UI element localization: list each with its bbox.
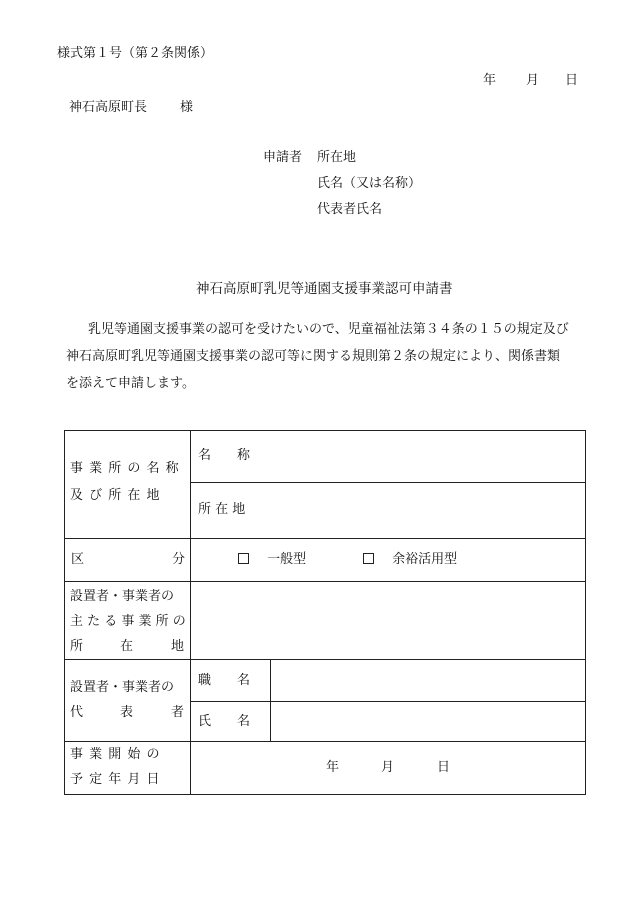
row3-label-line2: 主 た る 事 業 所 の [70, 614, 186, 629]
representative-name-label: 氏 名 [198, 714, 251, 729]
representative-title-label: 職 名 [198, 673, 251, 688]
row1-label-line2: 及 び 所 在 地 [70, 488, 161, 503]
option-surplus-label: 余裕活用型 [392, 552, 458, 567]
checkbox-general-type[interactable] [238, 553, 249, 564]
row1-inner-divider [190, 482, 586, 483]
row4-label-line2-c: 者 [171, 705, 185, 720]
row4-label-line2-b: 表 [120, 705, 134, 720]
row1-label-line1: 事 業 所 の 名 称 [70, 461, 180, 476]
row2-label-right: 分 [172, 552, 186, 567]
row5-label-line1: 事 業 開 始 の [70, 747, 161, 762]
date-month-label: 月 [526, 73, 540, 88]
option-surplus-type[interactable] [363, 552, 457, 568]
addressee: 神石高原町長 [69, 100, 148, 115]
table-divider-row2 [64, 538, 586, 539]
option-general-type[interactable] [238, 552, 306, 568]
start-date-month-label: 月 [381, 760, 395, 775]
date-year-label: 年 [483, 73, 497, 88]
form-number: 様式第１号（第２条関係） [57, 46, 214, 61]
facility-name-label: 名 称 [198, 448, 251, 463]
body-line-1: 乳児等通園支援事業の認可を受けたいので、児童福祉法第３４条の１５の規定及び [88, 322, 569, 337]
table-border-bottom [64, 794, 586, 795]
option-general-label: 一般型 [267, 552, 307, 567]
label-column-divider [190, 430, 191, 795]
table-border-right [585, 430, 586, 795]
row2-label-left: 区 [71, 552, 85, 567]
applicant-representative-label: 代表者氏名 [317, 202, 383, 217]
row4-subcolumn-divider [270, 659, 271, 741]
row4-label-line1: 設置者・事業者の [70, 680, 175, 695]
table-divider-row3 [64, 581, 586, 582]
document-title: 神石高原町乳児等通園支援事業認可申請書 [196, 281, 453, 297]
applicant-address-label: 所在地 [317, 150, 357, 165]
row4-label-line2-a: 代 [70, 705, 84, 720]
row3-label-line3-b: 在 [120, 639, 134, 654]
table-border-top [64, 430, 586, 431]
start-date-year-label: 年 [326, 760, 340, 775]
row5-label-line2: 予 定 年 月 日 [70, 772, 161, 787]
start-date-day-label: 日 [437, 760, 451, 775]
table-divider-row5 [64, 741, 586, 742]
row3-label-line3-c: 地 [171, 639, 185, 654]
table-border-left [64, 430, 65, 795]
body-line-2: 神石高原町乳児等通園支援事業の認可等に関する規則第２条の規定により、関係書類 [66, 349, 561, 364]
checkbox-surplus-type[interactable] [363, 553, 374, 564]
addressee-honorific: 様 [180, 100, 194, 115]
body-line-3: を添えて申請します。 [66, 376, 195, 391]
date-day-label: 日 [565, 73, 579, 88]
facility-address-label: 所 在 地 [198, 502, 246, 517]
table-divider-row4 [64, 659, 586, 660]
row4-inner-divider [190, 701, 586, 702]
applicant-label: 申請者 [263, 150, 303, 165]
row3-label-line1: 設置者・事業者の [70, 589, 175, 604]
applicant-name-label: 氏名（又は名称） [317, 176, 422, 191]
row3-label-line3-a: 所 [70, 639, 84, 654]
